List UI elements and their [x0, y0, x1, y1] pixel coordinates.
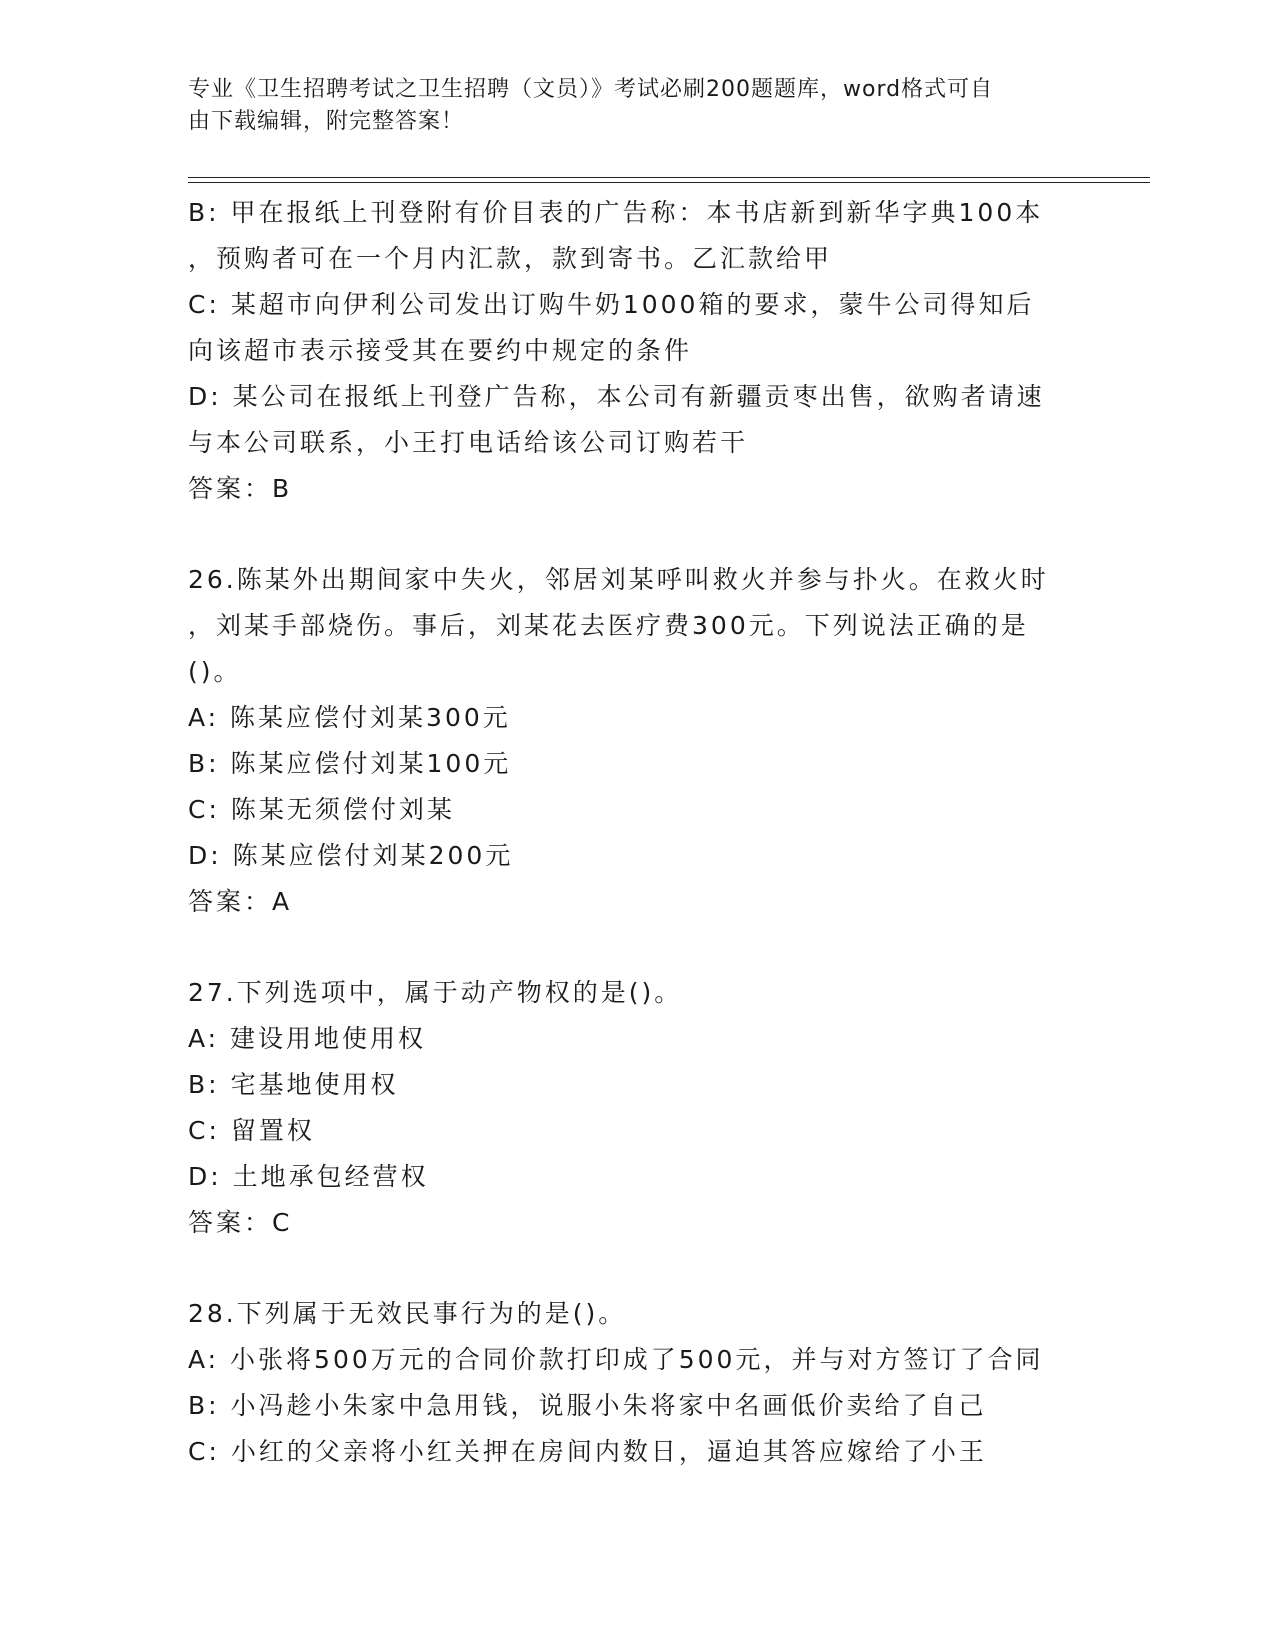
- option-c: C: 留置权: [188, 1116, 315, 1145]
- option-d: D: 陈某应偿付刘某200元: [188, 841, 514, 870]
- question-content: [188, 190, 1088, 1475]
- option-d-line-2: 与本公司联系，小王打电话给该公司订购若干: [188, 428, 749, 457]
- option-b-line-2: ，预购者可在一个月内汇款，款到寄书。乙汇款给甲: [188, 244, 833, 273]
- header-divider-bottom: [188, 182, 1150, 183]
- question-28: [188, 1291, 1088, 1475]
- question-stem-line-2: ，刘某手部烧伤。事后，刘某花去医疗费300元。下列说法正确的是: [188, 611, 1029, 640]
- question-27: [188, 970, 1088, 1246]
- question-stem-line-1: 28.下列属于无效民事行为的是()。: [188, 1299, 627, 1328]
- answer-line: 答案：C: [188, 1208, 293, 1237]
- question-stem-line-3: ()。: [188, 657, 242, 686]
- question-25-tail: [188, 190, 1088, 512]
- answer-line: 答案：A: [188, 887, 293, 916]
- option-b: B: 陈某应偿付刘某100元: [188, 749, 512, 778]
- option-c: C: 陈某无须偿付刘某: [188, 795, 455, 824]
- header-divider-top: [188, 177, 1150, 178]
- option-b: B: 宅基地使用权: [188, 1070, 399, 1099]
- option-b-line-1: B: 甲在报纸上刊登附有价目表的广告称：本书店新到新华字典100本: [188, 198, 1044, 227]
- option-d: D: 土地承包经营权: [188, 1162, 429, 1191]
- option-c: C: 小红的父亲将小红关押在房间内数日，逼迫其答应嫁给了小王: [188, 1437, 987, 1466]
- question-stem-line-1: 26.陈某外出期间家中失火，邻居刘某呼叫救火并参与扑火。在救火时: [188, 565, 1049, 594]
- option-a: A: 小张将500万元的合同价款打印成了500元，并与对方签订了合同: [188, 1345, 1044, 1374]
- header-line-1: 专业《卫生招聘考试之卫生招聘（文员）》考试必刷200题题库，word格式可自: [188, 77, 994, 102]
- option-c-line-2: 向该超市表示接受其在要约中规定的条件: [188, 336, 693, 365]
- document-header: [188, 74, 1088, 138]
- option-b: B: 小冯趁小朱家中急用钱，说服小朱将家中名画低价卖给了自己: [188, 1391, 987, 1420]
- answer-line: 答案：B: [188, 474, 293, 503]
- option-a: A: 陈某应偿付刘某300元: [188, 703, 511, 732]
- header-line-2: 由下载编辑，附完整答案！: [188, 109, 465, 134]
- option-a: A: 建设用地使用权: [188, 1024, 427, 1053]
- question-26: [188, 557, 1088, 925]
- option-c-line-1: C: 某超市向伊利公司发出订购牛奶1000箱的要求，蒙牛公司得知后: [188, 290, 1035, 319]
- question-stem-line-1: 27.下列选项中，属于动产物权的是()。: [188, 978, 683, 1007]
- option-d-line-1: D: 某公司在报纸上刊登广告称，本公司有新疆贡枣出售，欲购者请速: [188, 382, 1045, 411]
